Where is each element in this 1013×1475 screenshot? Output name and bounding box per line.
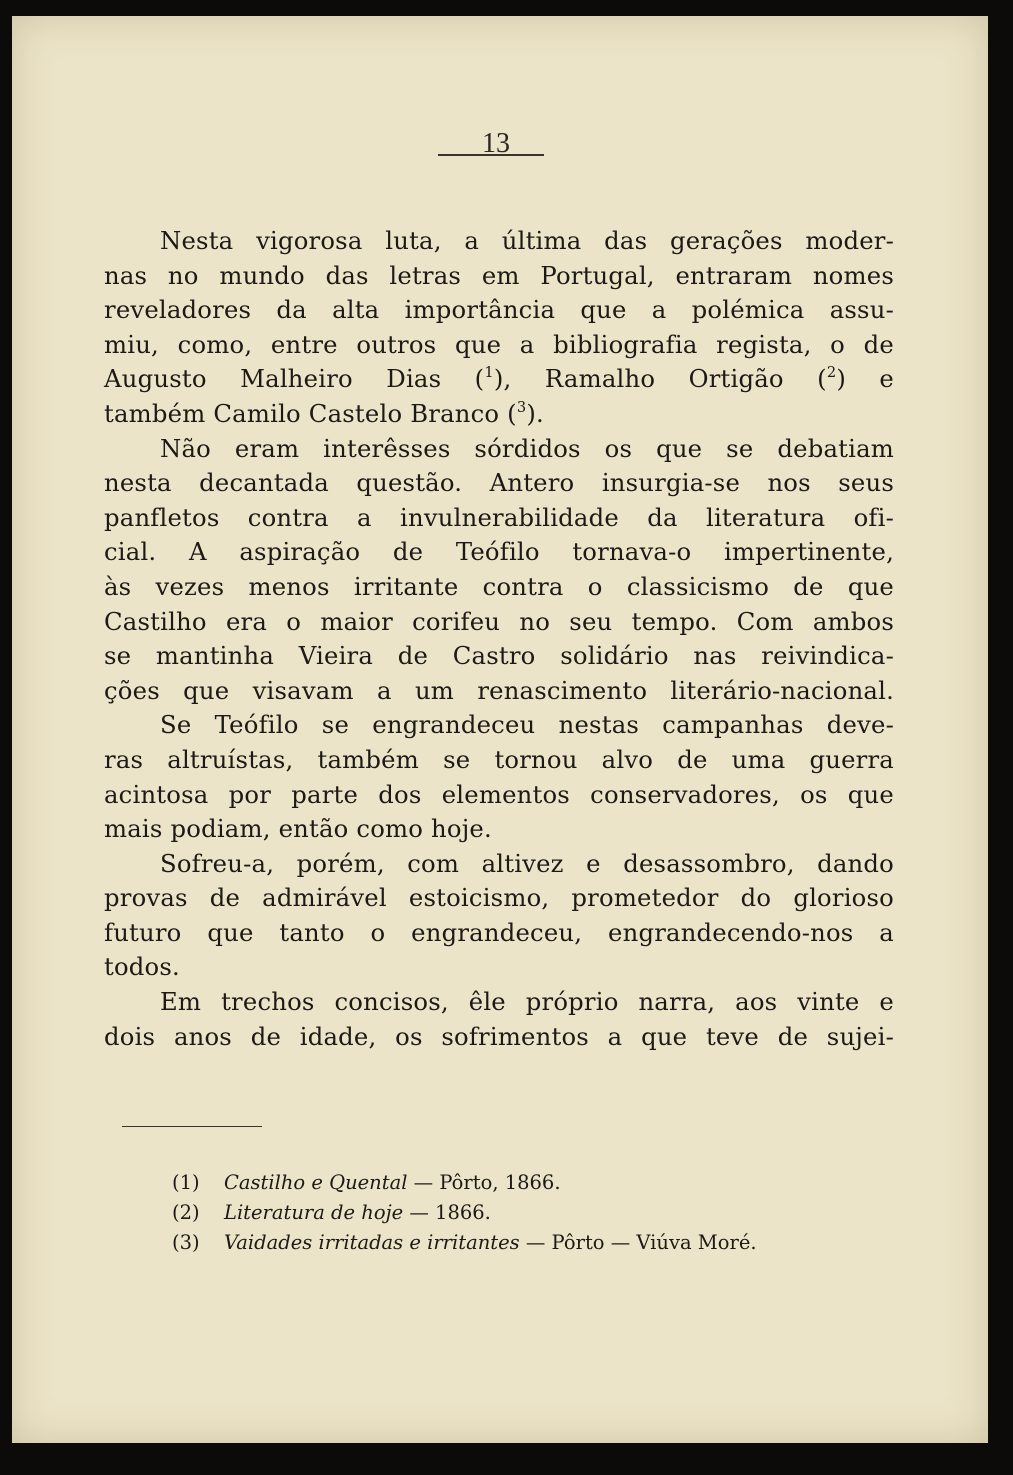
text-line: acintosa por parte dos elementos conservadores, os que (104, 779, 894, 809)
text-line: mais podiam, então como hoje. (104, 814, 492, 844)
body-text (104, 224, 894, 1054)
footnote-rule (122, 1126, 262, 1127)
footnote-number: (3) (172, 1231, 200, 1254)
text-fragment: ). (526, 398, 544, 428)
footnote (172, 1228, 757, 1258)
text-line: às vezes menos irritante contra o classicismo de que (104, 571, 894, 601)
text-line: se mantinha Vieira de Castro solidário nas reivindica- (104, 641, 894, 671)
footnote-ref: 2 (826, 364, 837, 382)
page-number: 13 (482, 128, 510, 159)
page-number-rule (438, 154, 544, 156)
footnote (172, 1198, 757, 1228)
text-line: ções que visavam a um renascimento literário-nacional. (104, 675, 894, 705)
text-line: panfletos contra a invulnerabilidade da literatura ofi- (104, 502, 894, 532)
text-fragment: também Camilo Castelo Branco ( (104, 398, 517, 428)
footnote-text: — Pôrto — Viúva Moré. (519, 1231, 757, 1254)
text-fragment: ), Ramalho Ortigão ( (493, 364, 827, 394)
footnote (172, 1168, 757, 1198)
text-line (104, 397, 894, 432)
footnote-number: (1) (172, 1171, 200, 1194)
text-line: Castilho era o maior corifeu no seu tempo. Com ambos (104, 606, 894, 636)
text-line: Em trechos concisos, êle próprio narra, aos vinte e (160, 987, 894, 1017)
footnote-text: — Pôrto, 1866. (407, 1171, 561, 1194)
book-page (12, 16, 988, 1443)
text-line: Sofreu-a, porém, com altivez e desassombro, dando (160, 848, 894, 878)
text-line (104, 362, 894, 397)
text-line: Nesta vigorosa luta, a última das gerações moder- (160, 226, 894, 255)
footnote-title: Vaidades irritadas e irritantes (224, 1231, 520, 1254)
footnote-title: Castilho e Quental (224, 1171, 408, 1194)
text-line: Se Teófilo se engrandeceu nestas campanhas deve- (160, 710, 894, 740)
footnote-title: Literatura de hoje (224, 1201, 404, 1224)
footnote-number: (2) (172, 1201, 200, 1224)
text-line: reveladores da alta importância que a polémica assu- (104, 295, 894, 325)
text-line: dois anos de idade, os sofrimentos a que teve de sujei- (104, 1021, 894, 1051)
text-line: ras altruístas, também se tornou alvo de uma guerra (104, 744, 894, 774)
text-fragment: Augusto Malheiro Dias ( (104, 364, 485, 394)
footnote-ref: 1 (484, 364, 494, 382)
text-line: cial. A aspiração de Teófilo tornava-o impertinente, (104, 537, 894, 567)
text-line: provas de admirável estoicismo, prometedor do glorioso (104, 883, 894, 913)
footnotes (172, 1168, 757, 1258)
footnote-text: — 1866. (403, 1201, 491, 1224)
text-line: todos. (104, 952, 180, 982)
text-line: Não eram interêsses sórdidos os que se debatiam (160, 433, 894, 463)
text-fragment: ) e (836, 364, 895, 394)
text-line: futuro que tanto o engrandeceu, engrandecendo-nos a (104, 917, 894, 947)
text-line: miu, como, entre outros que a bibliografia regista, o de (104, 329, 894, 359)
text-line: nas no mundo das letras em Portugal, entraram nomes (104, 260, 894, 290)
footnote-ref: 3 (516, 398, 527, 416)
text-line: nesta decantada questão. Antero insurgia-se nos seus (104, 468, 894, 498)
